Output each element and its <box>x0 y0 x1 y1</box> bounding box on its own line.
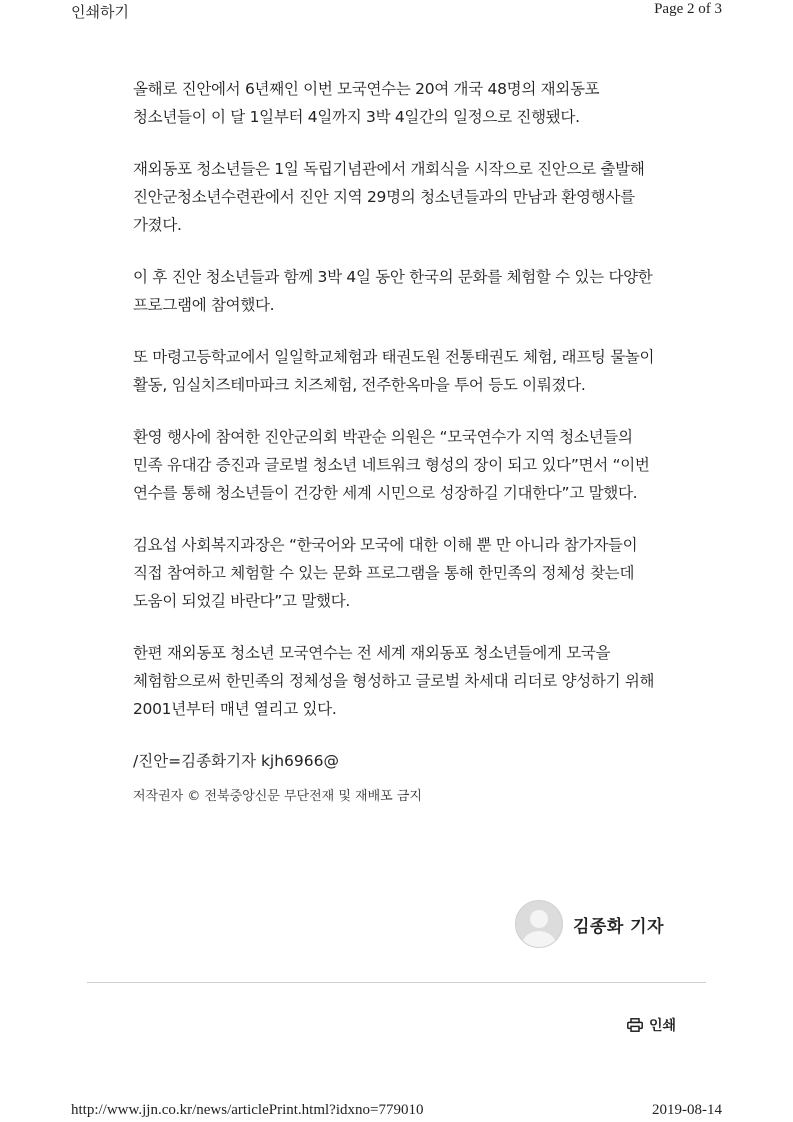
article-paragraph: 재외동포 청소년들은 1일 독립기념관에서 개회식을 시작으로 진안으로 출발해 진안군청소년수련관에서 진안 지역 29명의 청소년들과의 만남과 환영행사를 가졌다. <box>133 160 645 234</box>
article-paragraph: 올해로 진안에서 6년째인 이번 모국연수는 20여 개국 48명의 재외동포 청소년들이 이 달 1일부터 4일까지 3박 4일간의 일정으로 진행됐다. <box>133 80 600 126</box>
page-number: Page 2 of 3 <box>654 1 722 17</box>
article-paragraph: 환영 행사에 참여한 진안군의회 박관순 의원은 “모국연수가 지역 청소년들의 민족 유대감 증진과 글로벌 청소년 네트워크 형성의 장이 되고 있다”면서 “이번 연수를 통해 청소년들이 건강한 세계 시민으로 성장하길 기대한다”고 말했다. <box>133 428 650 502</box>
article-body <box>133 75 663 807</box>
byline: /진안=김종화기자 kjh6966@ <box>133 752 340 770</box>
print-title: 인쇄하기 <box>71 5 129 21</box>
print-header <box>0 0 793 24</box>
article-paragraph: 또 마령고등학교에서 일일학교체험과 태권도원 전통태권도 체험, 래프팅 물놀이 활동, 임실치즈테마파크 치즈체험, 전주한옥마을 투어 등도 이뤄졌다. <box>133 348 655 394</box>
divider <box>87 982 706 983</box>
printer-icon <box>627 1018 643 1032</box>
print-button-label: 인쇄 <box>649 1018 677 1034</box>
reporter-name[interactable]: 김종화 기자 <box>573 916 665 937</box>
print-date: 2019-08-14 <box>652 1102 722 1118</box>
copyright-notice: 저작권자 © 전북중앙신문 무단전재 및 재배포 금지 <box>133 789 422 804</box>
article-paragraph: 김요섭 사회복지과장은 “한국어와 모국에 대한 이해 뿐 만 아니라 참가자들이 직접 참여하고 체험할 수 있는 문화 프로그램을 통해 한민족의 정체성 찾는데 도움이 되었길 바란다”고 말했다. <box>133 536 638 610</box>
article-paragraph: 한편 재외동포 청소년 모국연수는 전 세계 재외동포 청소년들에게 모국을 체험함으로써 한민족의 정체성을 형성하고 글로벌 차세대 리더로 양성하기 위해 2001년부터 매년 열리고 있다. <box>133 644 655 718</box>
reporter-box[interactable] <box>515 900 664 948</box>
page-url: http://www.jjn.co.kr/news/articlePrint.html?idxno=779010 <box>71 1102 424 1118</box>
article-paragraph: 이 후 진안 청소년들과 함께 3박 4일 동안 한국의 문화를 체험할 수 있는 다양한 프로그램에 참여했다. <box>133 268 653 314</box>
person-silhouette-icon <box>515 900 563 948</box>
print-button[interactable] <box>627 1014 676 1036</box>
